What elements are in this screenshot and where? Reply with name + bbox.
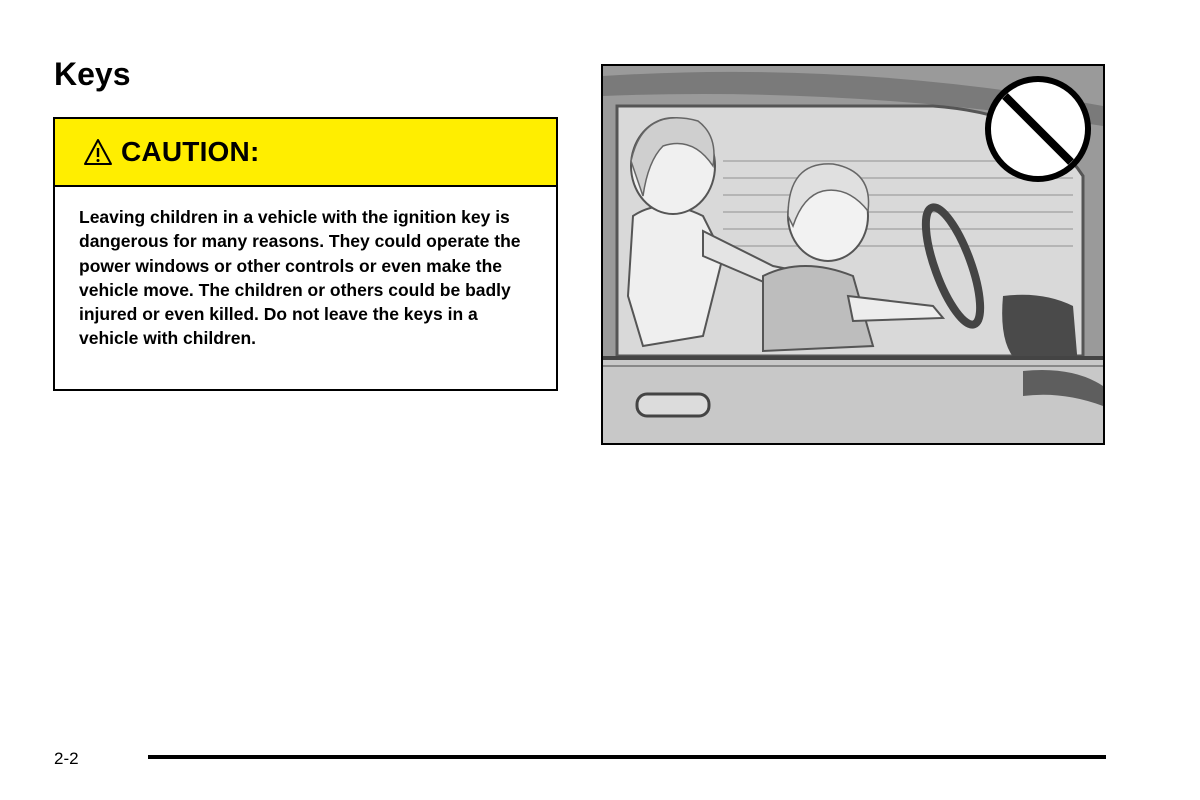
caution-header (55, 119, 556, 187)
caution-box (53, 117, 558, 391)
caution-text: Leaving children in a vehicle with the ignition key is dangerous for many reasons. They could operate the power windows or other controls or even make the vehicle move. The children or others could be badly injured or even killed. Do not leave the keys in a vehicle with children. (79, 207, 521, 349)
page-title: Keys (54, 56, 131, 92)
caution-label: CAUTION: (121, 136, 260, 167)
prohibited-icon (983, 74, 1093, 184)
warning-triangle-icon (83, 138, 113, 166)
page-number: 2-2 (54, 749, 79, 768)
footer-rule (148, 755, 1106, 759)
children-in-vehicle-illustration (601, 64, 1105, 445)
